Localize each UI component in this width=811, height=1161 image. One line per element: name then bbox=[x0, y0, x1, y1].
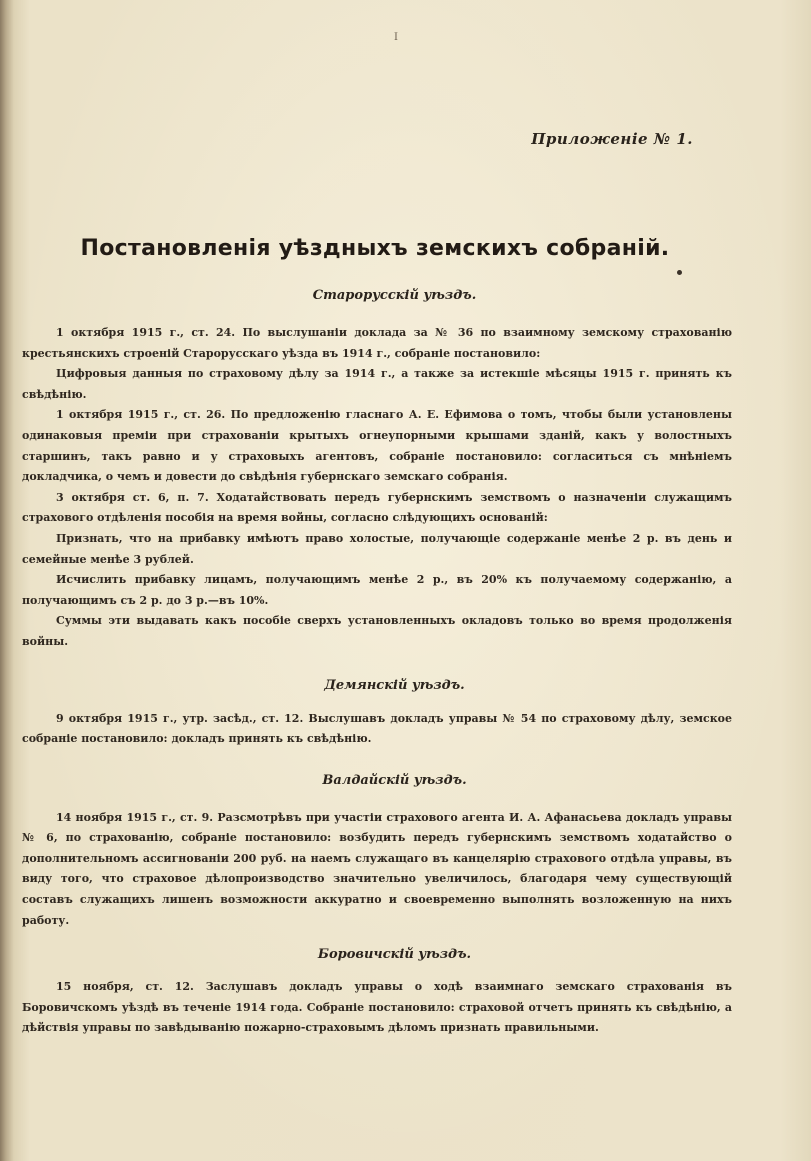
district-heading-borovichsky: Боровичскій уѣздъ. bbox=[317, 947, 472, 963]
paragraph: 15 ноября, ст. 12. Заслушавъ докладъ управы о ходѣ взаимнаго земскаго страхованія въ Боровичскомъ уѣздѣ въ теченіе 1914 года. Собраніе постановило: страховой отчетъ принять къ свѣдѣнію, а дѣйствія управы по завѣдыванію пожарно-страховымъ дѣломъ признать правильными. bbox=[22, 980, 732, 1035]
paragraph: Цифровыя данныя по страховому дѣлу за 1914 г., а также за истекшіе мѣсяцы 1915 г. принять къ свѣдѣнію. bbox=[22, 367, 732, 401]
paragraph: Исчислить прибавку лицамъ, получающимъ менѣе 2 р., въ 20% къ получаемому содержанію, а получающимъ съ 2 р. до 3 р.—въ 10%. bbox=[22, 573, 732, 607]
paragraph: 14 ноября 1915 г., ст. 9. Разсмотрѣвъ при участіи страхового агента И. А. Афанасьева докладъ управы № 6, по страхованію, собраніе постановило: возбудить передъ губернскимъ земствомъ ходатайство о дополнительномъ ассигнованіи 200 руб. на наемъ служащаго въ канцелярію страхового отдѣла управы, въ виду того, что страховое дѣлопроизводство значительно увеличилось, благодаря чему существующій составъ служащихъ лишенъ возможности аккуратно и своевременно выполнять возложенную на нихъ работу. bbox=[22, 810, 732, 927]
paragraph: 1 октября 1915 г., ст. 26. По предложенію гласнаго А. Е. Ефимова о томъ, чтобы были установлены одинаковыя преміи при страхованіи крытыхъ огнеупорными крышами зданій, какъ у волостныхъ старшинъ, такъ равно и у страховыхъ агентовъ, собраніе постановило: согласиться съ мнѣніемъ докладчика, о чемъ и довести до свѣдѣнія губернскаго земскаго собранія. bbox=[22, 408, 732, 484]
district-heading-valdaysky: Валдайскій уѣздъ. bbox=[322, 772, 467, 788]
paragraph: 9 октября 1915 г., утр. засѣд., ст. 12. Выслушавъ докладъ управы № 54 по страховому дѣлу, земское собраніе постановило: докладъ принять къ свѣдѣнію. bbox=[22, 711, 732, 746]
paragraph: Суммы эти выдавать какъ пособіе сверхъ установленныхъ окладовъ только во время продолженія войны. bbox=[22, 614, 732, 648]
district-heading-demyansky: Демянскій уѣздъ. bbox=[324, 677, 465, 693]
appendix-label: Приложеніе № 1. bbox=[531, 130, 693, 148]
document-body bbox=[22, 285, 732, 1039]
page-number: I bbox=[394, 32, 398, 43]
paragraph: 3 октября ст. 6, п. 7. Ходатайствовать передъ губернскимъ земствомъ о назначеніи служащимъ страхового отдѣленія пособія на время войны, согласно слѣдующихъ основаній: bbox=[22, 490, 732, 525]
document-title: Постановленія уѣздныхъ земскихъ собраній. bbox=[80, 236, 670, 261]
paragraph: 1 октября 1915 г., ст. 24. По выслушаніи доклада за № 36 по взаимному земскому страхованію крестьянскихъ строеній Старорусскаго уѣзда въ 1914 г., собраніе постановило: bbox=[22, 326, 732, 360]
ink-dot bbox=[677, 270, 682, 275]
paragraph: Признать, что на прибавку имѣютъ право холостые, получающіе содержаніе менѣе 2 р. въ день и семейные менѣе 3 рублей. bbox=[22, 531, 732, 566]
district-heading-starorussky: Старорусскій уѣздъ. bbox=[312, 288, 477, 303]
